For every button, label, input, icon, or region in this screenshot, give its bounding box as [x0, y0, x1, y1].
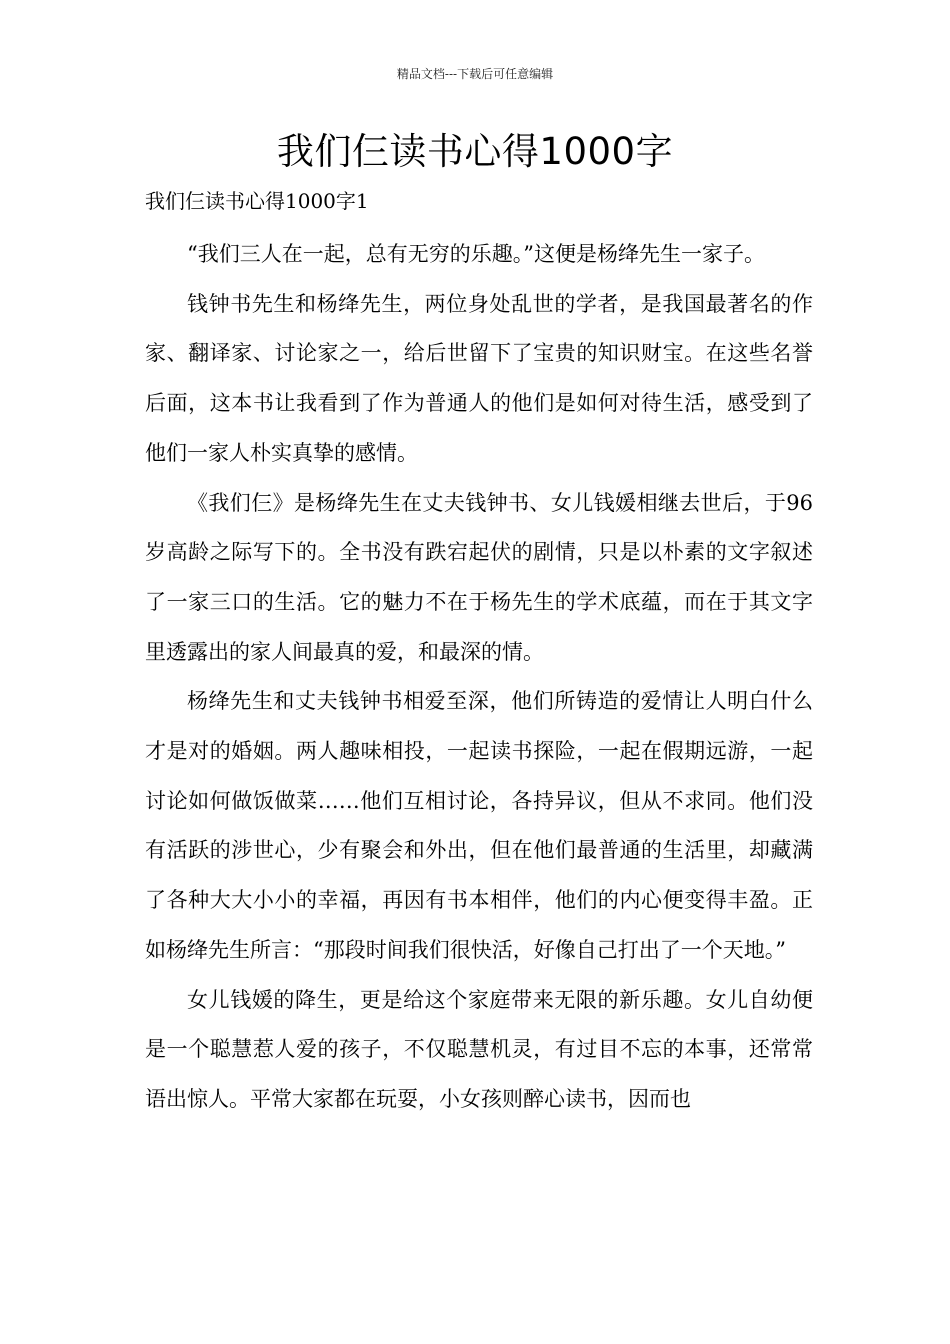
- document-title: 我们仨读书心得1000字: [276, 130, 674, 173]
- paragraph: “我们三人在一起，总有无穷的乐趣。”这便是杨绛先生一家子。: [187, 242, 765, 266]
- paragraph: 杨绛先生和丈夫钱钟书相爱至深，他们所铸造的爱情让人明白什么才是对的婚姻。两人趣味相投，一起读书探险，一起在假期远游，一起讨论如何做饭做菜……他们互相讨论，各持异议，但从不求同。他们没有活跃的涉世心，少有聚会和外出，但在他们最普通的生活里，却藏满了各种大大小小的幸福，再因有书本相伴，他们的内心便变得丰盈。正如杨绛先生所言：“那段时间我们很快活，好像自己打出了一个天地。”: [145, 689, 813, 962]
- header-note: 精品文档---下载后可任意编辑: [396, 67, 554, 81]
- paragraph: 《我们仨》是杨绛先生在丈夫钱钟书、女儿钱媛相继去世后，于96岁高龄之际写下的。全书没有跌宕起伏的剧情，只是以朴素的文字叙述了一家三口的生活。它的魅力不在于杨先生的学术底蕴，而在于其文字里透露出的家人间最真的爱，和最深的情。: [145, 490, 813, 664]
- document-subtitle: 我们仨读书心得1000字1: [145, 189, 369, 213]
- paragraph: 女儿钱媛的降生，更是给这个家庭带来无限的新乐趣。女儿自幼便是一个聪慧惹人爱的孩子，不仅聪慧机灵，有过目不忘的本事，还常常语出惊人。平常大家都在玩耍，小女孩则醉心读书，因而也: [145, 987, 813, 1111]
- paragraph: 钱钟书先生和杨绛先生，两位身处乱世的学者，是我国最著名的作家、翻译家、讨论家之一，给后世留下了宝贵的知识财宝。在这些名誉后面，这本书让我看到了作为普通人的他们是如何对待生活，感受到了他们一家人朴实真挚的感情。: [145, 291, 813, 465]
- document-body: [145, 230, 813, 1125]
